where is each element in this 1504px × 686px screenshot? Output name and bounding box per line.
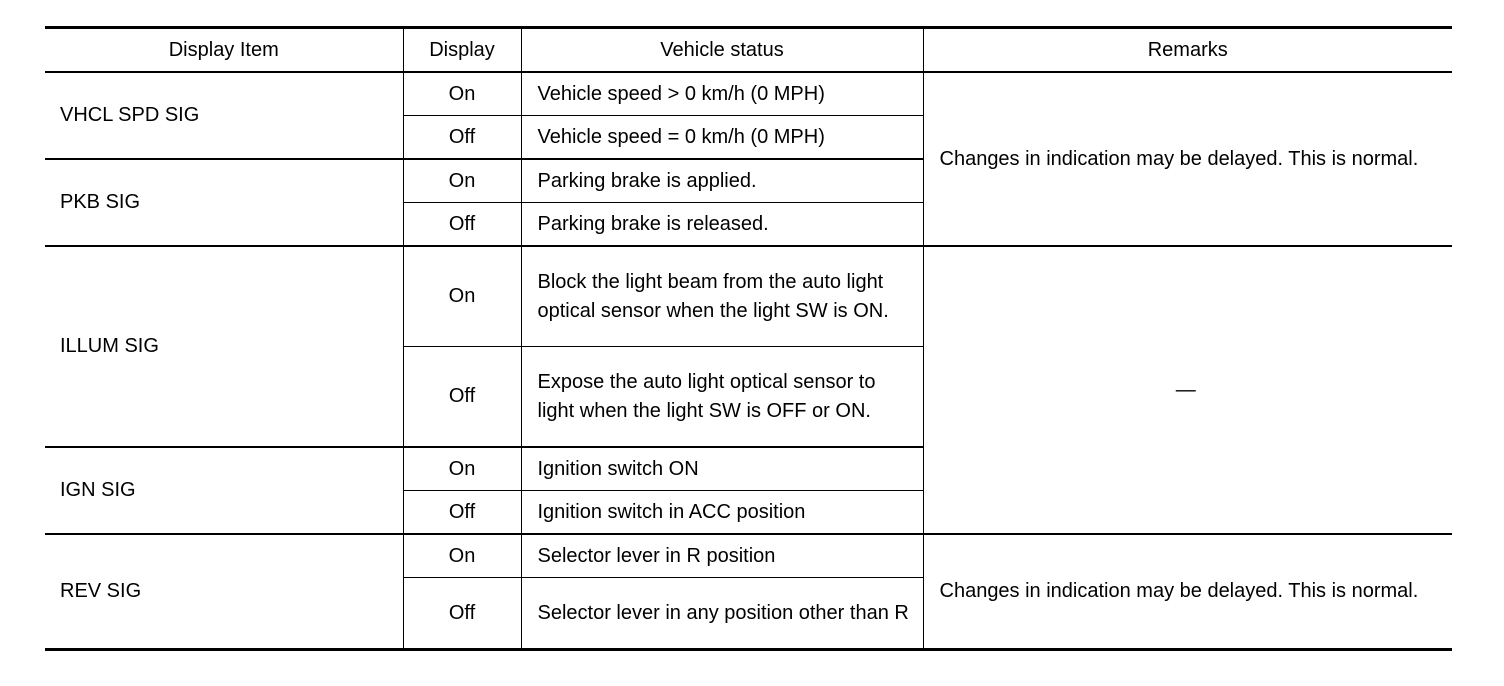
display-value: Off	[403, 578, 521, 650]
vehicle-status-cell: Parking brake is released.	[521, 203, 923, 247]
display-value: On	[403, 159, 521, 203]
display-value: On	[403, 246, 521, 347]
vehicle-status-cell: Block the light beam from the auto light optical sensor when the light SW is ON.	[521, 246, 923, 347]
vehicle-status-cell: Vehicle speed = 0 km/h (0 MPH)	[521, 116, 923, 160]
header-remarks: Remarks	[923, 28, 1452, 73]
remarks-cell: Changes in indication may be delayed. This is normal.	[923, 534, 1452, 650]
vehicle-status-cell: Selector lever in R position	[521, 534, 923, 578]
signal-display-table	[45, 26, 1452, 651]
display-value: On	[403, 72, 521, 116]
header-display: Display	[403, 28, 521, 73]
display-value: Off	[403, 347, 521, 448]
vehicle-status-cell: Selector lever in any position other than R	[521, 578, 923, 650]
table-row	[45, 534, 1452, 578]
item-vhcl-spd-sig: VHCL SPD SIG	[45, 72, 403, 159]
vehicle-status-cell: Vehicle speed > 0 km/h (0 MPH)	[521, 72, 923, 116]
vehicle-status-cell: Parking brake is applied.	[521, 159, 923, 203]
signal-table-container	[45, 26, 1452, 651]
item-ign-sig: IGN SIG	[45, 447, 403, 534]
table-row	[45, 246, 1452, 347]
remarks-cell-dash: —	[923, 246, 1452, 534]
remarks-cell: Changes in indication may be delayed. This is normal.	[923, 72, 1452, 246]
header-vehicle-status: Vehicle status	[521, 28, 923, 73]
display-value: On	[403, 447, 521, 491]
display-value: Off	[403, 116, 521, 160]
vehicle-status-cell: Ignition switch in ACC position	[521, 491, 923, 535]
vehicle-status-cell: Expose the auto light optical sensor to light when the light SW is OFF or ON.	[521, 347, 923, 448]
table-header-row	[45, 28, 1452, 73]
item-illum-sig: ILLUM SIG	[45, 246, 403, 447]
item-rev-sig: REV SIG	[45, 534, 403, 650]
table-row	[45, 72, 1452, 116]
display-value: Off	[403, 203, 521, 247]
vehicle-status-cell: Ignition switch ON	[521, 447, 923, 491]
header-display-item: Display Item	[45, 28, 403, 73]
display-value: Off	[403, 491, 521, 535]
display-value: On	[403, 534, 521, 578]
item-pkb-sig: PKB SIG	[45, 159, 403, 246]
